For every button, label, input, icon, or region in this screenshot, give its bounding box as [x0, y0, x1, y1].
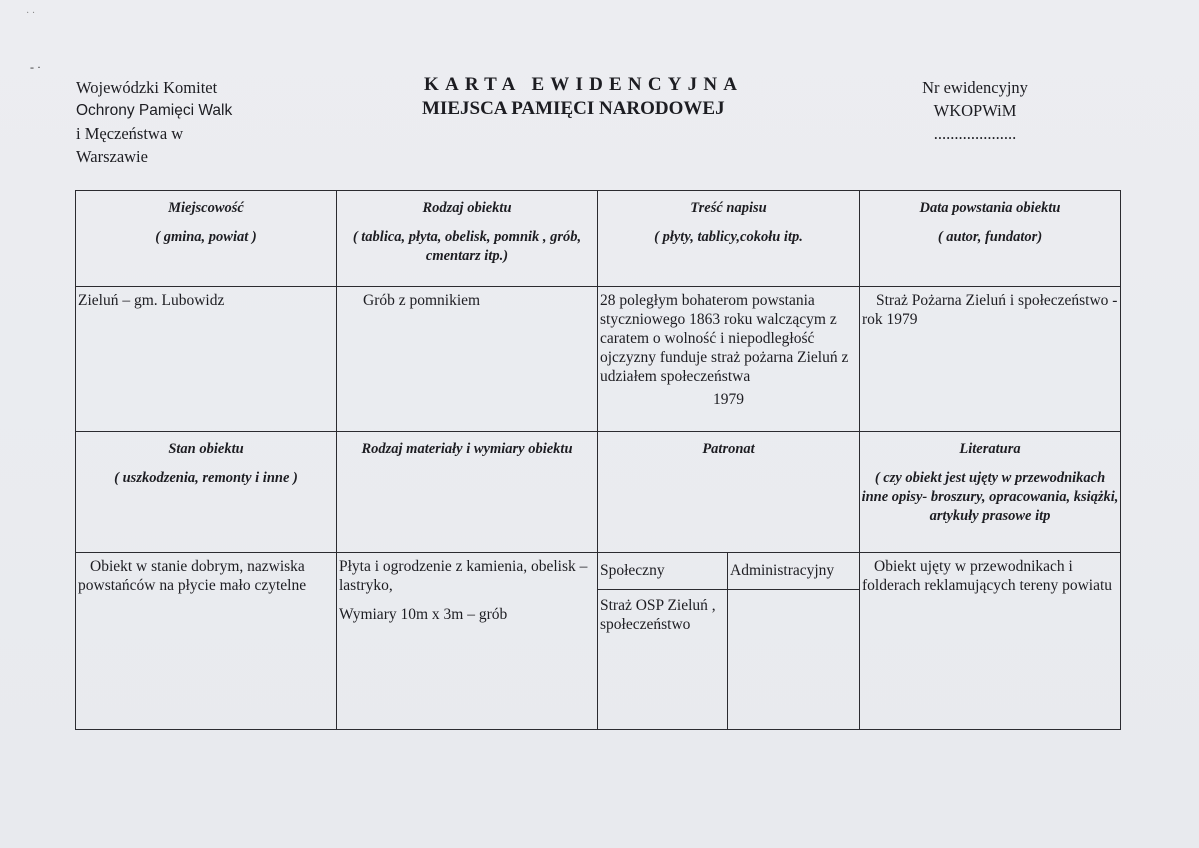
- header-rodzaj-obiektu: [337, 191, 598, 287]
- patronat-admin-value: [728, 589, 859, 729]
- issuer-line-2: Ochrony Pamięci Walk: [76, 102, 233, 119]
- patronat-spoleczny-value: Straż OSP Zieluń , społeczeństwo: [598, 589, 728, 729]
- record-table: [75, 190, 1121, 730]
- section2-header-row: [76, 432, 1121, 553]
- header-sub: ( uszkodzenia, remonty i inne ): [114, 470, 298, 486]
- patronat-spoleczny-label: Społeczny: [598, 553, 728, 589]
- value-text: Grób z pomnikiem: [363, 292, 481, 309]
- value-patronat: [598, 553, 860, 730]
- registry-number-block: [900, 76, 1050, 145]
- header-label: Stan obiektu: [168, 441, 244, 457]
- patronat-grid: [598, 553, 859, 729]
- value-rodzaj-obiektu: [337, 287, 598, 432]
- header-label: Treść napisu: [690, 200, 767, 216]
- header-sub: ( czy obiekt jest ujęty w przewodnikach inne opisy- broszury, opracowania, książki, artykuły prasowe itp: [861, 470, 1119, 524]
- header-stan-obiektu: [76, 432, 337, 553]
- dimensions-text: Wymiary 10m x 3m – grób: [339, 606, 508, 623]
- registry-number-label: Nr ewidencyjny: [922, 78, 1028, 97]
- section1-value-row: [76, 287, 1121, 432]
- value-tresc-napisu: [598, 287, 860, 432]
- value-text: Obiekt ujęty w przewodnikach i folderach reklamujących tereny powiatu: [862, 558, 1113, 594]
- header-literatura: [860, 432, 1121, 553]
- patronat-admin-label: Administracyjny: [730, 562, 835, 579]
- header-tresc-napisu: [598, 191, 860, 287]
- header-sub: ( gmina, powiat ): [155, 229, 257, 245]
- value-text: Straż Pożarna Zieluń i społeczeństwo - rok 1979: [862, 292, 1118, 328]
- scan-speck: · ·: [26, 8, 36, 19]
- registry-number-blank: ....................: [933, 124, 1017, 143]
- inscription-year: 1979: [713, 391, 744, 408]
- registry-org: WKOPWiM: [933, 101, 1017, 120]
- header-data-powstania: [860, 191, 1121, 287]
- issuer-block: [76, 76, 232, 168]
- card-title: KARTA EWIDENCYJNA: [424, 74, 744, 95]
- value-stan-obiektu: [76, 553, 337, 730]
- header-sub: ( płyty, tablicy,cokołu itp.: [654, 229, 803, 245]
- value-text: Obiekt w stanie dobrym, nazwiska powstańców na płycie mało czytelne: [78, 558, 307, 594]
- material-text: Płyta i ogrodzenie z kamienia, obelisk – lastryko,: [339, 558, 588, 594]
- inscription-text: 28 poległym bohaterom powstania styczniowego 1863 roku walczącym z caratem o wolność i niepodległość ojczyzny funduje straż pożarna Zieluń z udziałem społeczeństwa: [600, 292, 849, 385]
- value-materialy: [337, 553, 598, 730]
- header-label: Miejscowość: [168, 200, 244, 216]
- scan-mark: - ·: [30, 60, 41, 74]
- header-miejscowosc: [76, 191, 337, 287]
- header-sub: ( autor, fundator): [937, 229, 1043, 245]
- header-materialy: [337, 432, 598, 553]
- section1-header-row: [76, 191, 1121, 287]
- header-label: Data powstania obiektu: [919, 200, 1061, 216]
- header-label: Patronat: [702, 441, 755, 457]
- issuer-line-4: Warszawie: [76, 147, 148, 166]
- card-subtitle: MIEJSCA PAMIĘCI NARODOWEJ: [422, 98, 725, 119]
- header-label: Rodzaj obiektu: [422, 200, 512, 216]
- section2-value-row: [76, 553, 1121, 730]
- header-label: Rodzaj materiały i wymiary obiektu: [361, 441, 573, 457]
- value-literatura: [860, 553, 1121, 730]
- header-label: Literatura: [959, 441, 1021, 457]
- header-patronat: [598, 432, 860, 553]
- header-sub: ( tablica, płyta, obelisk, pomnik , grób, cmentarz itp.): [352, 229, 582, 264]
- issuer-line-3: i Męczeństwa w: [76, 124, 184, 143]
- issuer-line-1: Wojewódzki Komitet: [76, 78, 218, 97]
- value-miejscowosc: Zieluń – gm. Lubowidz: [76, 287, 337, 432]
- value-data-powstania: [860, 287, 1121, 432]
